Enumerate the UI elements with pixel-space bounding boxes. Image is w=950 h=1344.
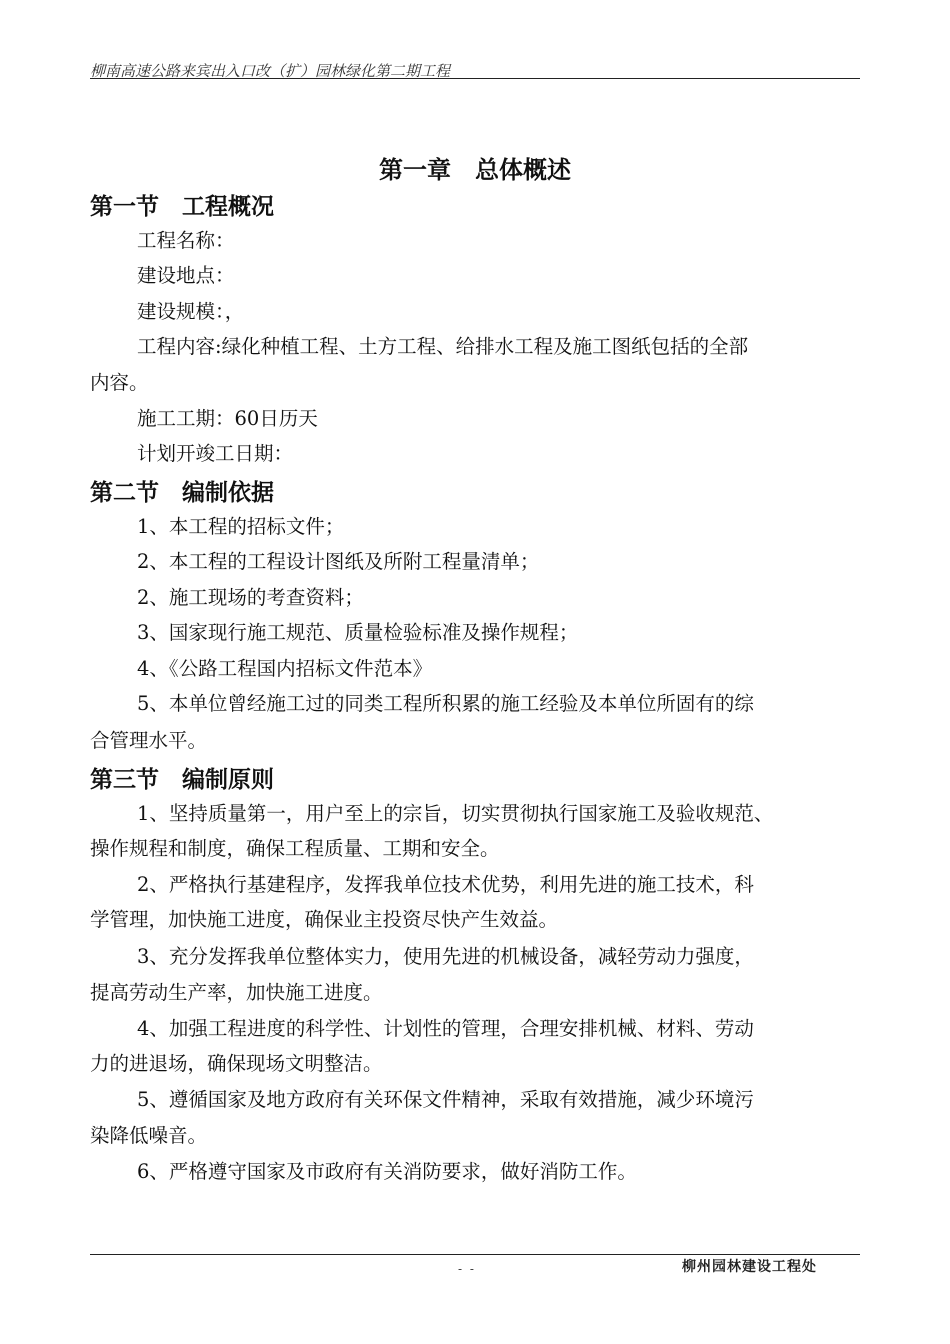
principle-item-cont: 力的进退场，确保现场文明整洁。 [90,1052,383,1075]
section-heading-principles: 第三节 编制原则 [90,767,274,793]
basis-item: 5、本单位曾经施工过的同类工程所积累的施工经验及本单位所固有的综 [137,692,754,715]
principle-item: 4、加强工程进度的科学性、计划性的管理，合理安排机械、材料、劳动 [137,1017,754,1040]
chapter-title: 第一章 总体概述 [379,156,571,184]
section-heading-basis: 第二节 编制依据 [90,480,274,506]
principle-item: 1、坚持质量第一，用户至上的宗旨，切实贯彻执行国家施工及验收规范、 [137,802,774,825]
principle-item-cont: 学管理，加快施工进度，确保业主投资尽快产生效益。 [90,908,559,931]
schedule-dates-line: 计划开竣工日期： [137,442,294,465]
footer-organization: 柳州园林建设工程处 [682,1259,817,1275]
header-divider [90,78,860,79]
principle-item-cont: 提高劳动生产率，加快施工进度。 [90,981,383,1004]
footer-divider [90,1254,860,1255]
basis-item: 1、本工程的招标文件； [137,515,345,538]
construction-scale-line: 建设规模：， [137,300,245,323]
basis-item: 2、施工现场的考查资料； [137,586,364,609]
principle-item: 6、严格遵守国家及市政府有关消防要求，做好消防工作。 [137,1160,637,1183]
principle-item: 5、遵循国家及地方政府有关环保文件精神，采取有效措施，减少环境污 [137,1088,754,1111]
project-name-line: 工程名称： [137,229,235,252]
basis-item: 4、《公路工程国内招标文件范本》 [137,657,433,680]
basis-item-cont: 合管理水平。 [90,729,208,752]
construction-period-line: 施工工期：60日历天 [137,407,318,430]
project-content-line-cont: 内容。 [90,371,149,394]
principle-item: 3、充分发挥我单位整体实力，使用先进的机械设备，减轻劳动力强度， [137,945,754,968]
project-content-line: 工程内容:绿化种植工程、土方工程、给排水工程及施工图纸包括的全部 [137,335,749,358]
basis-item: 2、本工程的工程设计图纸及所附工程量清单； [137,550,540,573]
principle-item: 2、严格执行基建程序，发挥我单位技术优势，利用先进的施工技术，科 [137,873,754,896]
principle-item-cont: 操作规程和制度，确保工程质量、工期和安全。 [90,837,500,860]
page-number: - - [458,1262,476,1276]
running-header: 柳南高速公路来宾出入口改（扩）园林绿化第二期工程 [90,62,451,80]
principle-item-cont: 染降低噪音。 [90,1124,208,1147]
basis-item: 3、国家现行施工规范、质量检验标准及操作规程； [137,621,579,644]
section-heading-overview: 第一节 工程概况 [90,194,274,220]
construction-site-line: 建设地点： [137,264,235,287]
